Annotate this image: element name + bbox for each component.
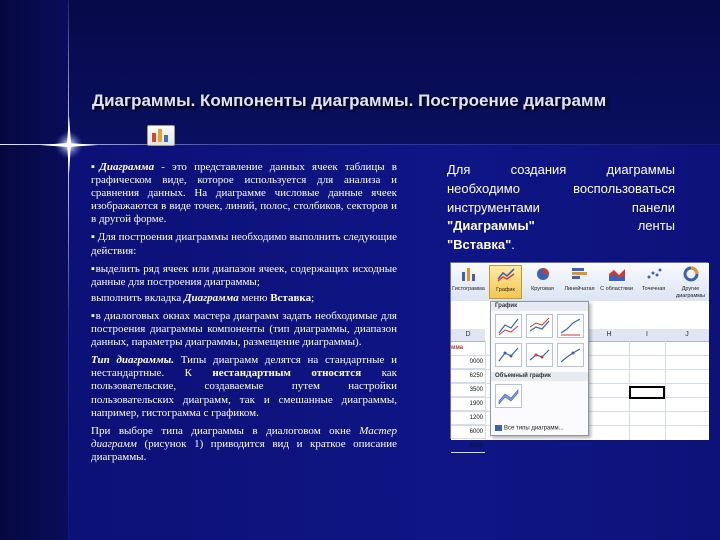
quote-close: " bbox=[528, 218, 535, 234]
bullet-marker: ▪ bbox=[91, 309, 96, 322]
all-chart-types-label: Все типы диаграмм... bbox=[504, 426, 564, 432]
paragraph-step-wizard bbox=[91, 310, 397, 349]
quote-open: " bbox=[447, 218, 454, 234]
cell[interactable]: 6250 bbox=[451, 369, 485, 383]
ribbon-label: Другие диаграммы bbox=[676, 286, 705, 299]
partial-header-cell[interactable]: мма bbox=[451, 345, 464, 351]
bullet-marker: ▪ bbox=[91, 161, 100, 173]
selected-cell[interactable] bbox=[629, 386, 665, 399]
stacked-markers-option[interactable] bbox=[526, 343, 553, 367]
ribbon-button-histogram[interactable] bbox=[452, 265, 485, 299]
step-insert-end: ; bbox=[311, 291, 315, 304]
all-chart-types-link[interactable] bbox=[495, 425, 564, 432]
wizard-name: Мастер диаграмм bbox=[91, 424, 397, 450]
ribbon-label: С областями bbox=[600, 286, 633, 292]
ribbon-label: Круговая bbox=[531, 286, 554, 292]
ribbon-label: Точечная bbox=[641, 286, 666, 292]
ribbon-label: График bbox=[496, 287, 515, 293]
percent-markers-icon bbox=[558, 344, 583, 366]
chart-types-text2: как пользовательские, создаваемые путем настройки пользовательских диаграмм, так и смешанные диаграммы, например, гистограмма с графиком. bbox=[91, 367, 397, 419]
term-diagram: Диаграмма bbox=[99, 161, 155, 173]
ribbon-button-scatter[interactable] bbox=[637, 265, 670, 299]
cell[interactable]: 1900 bbox=[451, 397, 485, 411]
percent-markers-option[interactable] bbox=[557, 343, 584, 367]
cell[interactable]: 0000 bbox=[451, 355, 485, 369]
area-chart-icon bbox=[608, 266, 626, 281]
title-band bbox=[68, 0, 720, 145]
definition-text: - это представление данных ячеек таблицы в графическом виде, которое используется для анализа и сравнения данных. На диаграмме числовые данные ячеек изображаются в виде точек, линий, полос, столбиков, секторов и в другой форме. bbox=[91, 161, 398, 226]
scatter-chart-icon bbox=[645, 266, 663, 281]
bullet-marker: ▪ bbox=[91, 262, 96, 275]
left-strip bbox=[0, 0, 68, 540]
column-header-i[interactable]: I bbox=[629, 329, 665, 342]
dropdown-section-line: График bbox=[491, 302, 588, 311]
line-markers-option[interactable] bbox=[495, 343, 522, 367]
bar-chart-icon bbox=[571, 266, 589, 281]
line-chart-icon bbox=[497, 267, 515, 282]
paragraph-chart-types bbox=[91, 354, 397, 419]
column-header-d[interactable]: D bbox=[451, 329, 485, 342]
ribbon-button-pie[interactable] bbox=[526, 265, 559, 299]
3d-line-icon bbox=[496, 385, 521, 407]
horizontal-accent-line bbox=[0, 144, 720, 145]
left-column-text bbox=[91, 161, 397, 469]
ribbon-label: Линейчатая bbox=[564, 286, 595, 292]
cell[interactable]: 3500 bbox=[451, 383, 485, 397]
right-instruction-text: Для создания диаграммы необходимо воспользоваться инструментами панели bbox=[447, 162, 675, 215]
percent-line-icon bbox=[558, 315, 583, 337]
wizard-text1: При выборе типа диаграммы в диалоговом окне bbox=[91, 424, 360, 437]
stacked-markers-icon bbox=[527, 344, 552, 366]
paragraph-step-insert bbox=[91, 292, 397, 305]
excel-screenshot bbox=[450, 262, 708, 449]
dropdown-section-3d-line: Объемный график bbox=[491, 372, 588, 381]
term-chart-type: Тип диаграммы. bbox=[91, 354, 174, 367]
vertical-accent-line bbox=[68, 0, 69, 540]
slide-title: Диаграммы. Компоненты диаграммы. Построение диаграмм bbox=[92, 91, 607, 110]
diagrams-group: Диаграммы bbox=[453, 218, 529, 234]
paragraph-steps-intro bbox=[91, 231, 397, 257]
right-instruction bbox=[447, 161, 675, 236]
bar-chart-icon bbox=[147, 125, 175, 146]
3d-line-option[interactable] bbox=[495, 384, 522, 408]
period: . bbox=[511, 237, 515, 253]
column-chart-icon bbox=[460, 266, 478, 281]
column-header-h[interactable]: H bbox=[589, 329, 629, 342]
line-markers-icon bbox=[496, 344, 521, 366]
ribbon-label: Гистограмма bbox=[452, 286, 485, 292]
step-wizard-text: в диалоговых окнах мастера диаграмм задать необходимые для построения диаграммы компоненты (тип диаграммы, диапазон данных, параметры диаграммы, размещение диаграммы). bbox=[91, 309, 397, 349]
paragraph-wizard-dialog bbox=[91, 425, 397, 464]
steps-intro-text: Для построения диаграммы необходимо выполнить следующие действия: bbox=[91, 231, 397, 257]
ribbon-button-area[interactable] bbox=[600, 265, 633, 299]
step-select-text: выделить ряд ячеек или диапазон ячеек, содержащих исходные данные для построения диаграммы; bbox=[91, 262, 397, 288]
cell[interactable]: 6000 bbox=[451, 425, 485, 439]
right-column-text bbox=[447, 161, 675, 255]
bullet-marker: ▪ bbox=[91, 231, 95, 244]
donut-chart-icon bbox=[682, 266, 700, 281]
nonstandard-bold: нестандартным относятся bbox=[212, 367, 362, 380]
right-instruction-end bbox=[447, 236, 675, 255]
paragraph-definition bbox=[91, 161, 397, 226]
insert-tab: "Вставка" bbox=[447, 237, 512, 253]
paragraph-step-select bbox=[91, 263, 397, 289]
stacked-line-icon bbox=[527, 315, 552, 337]
line-chart-icon bbox=[496, 315, 521, 337]
cell[interactable]: 8000 bbox=[451, 439, 485, 453]
tab-name: Диаграмма bbox=[183, 291, 239, 304]
step-insert-prefix: выполнить вкладка bbox=[91, 291, 184, 304]
ribbon-button-line[interactable] bbox=[489, 265, 522, 299]
menu-name: Вставка bbox=[270, 291, 312, 304]
ribbon-button-bar[interactable] bbox=[563, 265, 596, 299]
cell[interactable]: 1200 bbox=[451, 411, 485, 425]
column-header-j[interactable]: J bbox=[665, 329, 709, 342]
ribbon-charts-group bbox=[451, 263, 709, 302]
tape-word: ленты bbox=[534, 218, 675, 234]
wizard-text2: (рисунок 1) приводится вид и краткое описание диаграммы. bbox=[91, 437, 397, 463]
step-insert-middle: меню bbox=[238, 291, 271, 304]
line-chart-option[interactable] bbox=[495, 314, 522, 338]
stacked-line-option[interactable] bbox=[526, 314, 553, 338]
percent-line-option[interactable] bbox=[557, 314, 584, 338]
line-chart-dropdown bbox=[490, 301, 589, 436]
pie-chart-icon bbox=[534, 266, 552, 281]
ribbon-button-other[interactable] bbox=[674, 265, 707, 299]
chart-types-text1: Типы диаграмм делятся на стандартные и нестандартные. К bbox=[91, 354, 397, 380]
chart-types-icon bbox=[495, 425, 502, 431]
